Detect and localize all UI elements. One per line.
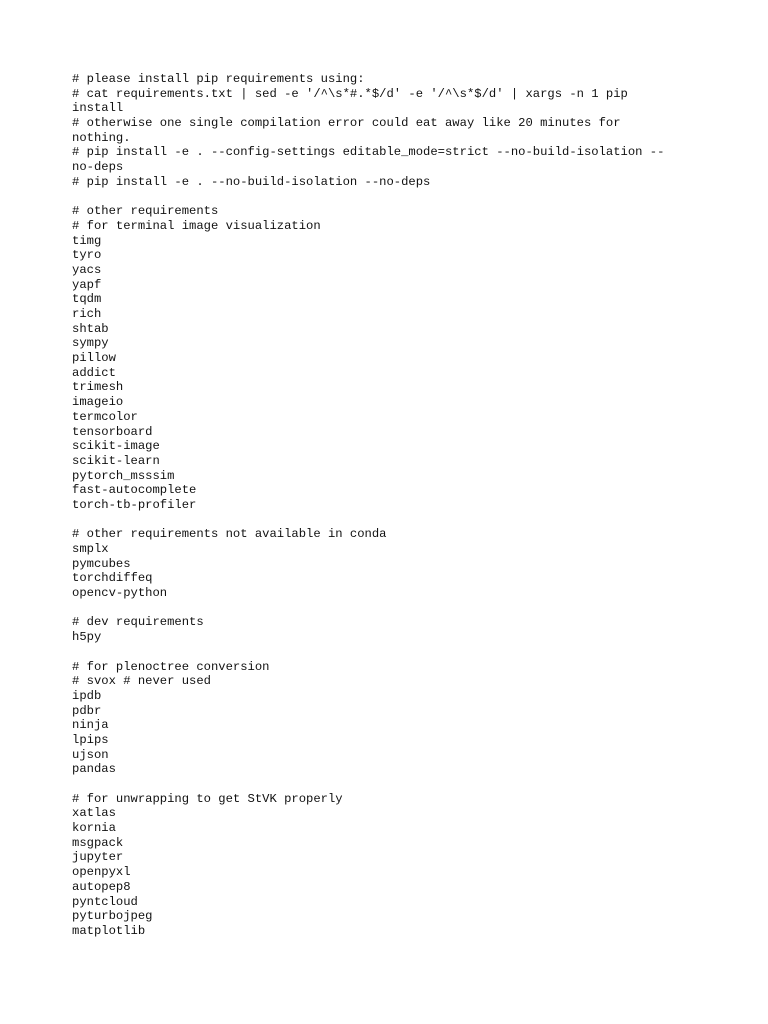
blank-line [72, 190, 692, 205]
package-line: yacs [72, 262, 102, 277]
package-line: openpyxl [72, 865, 131, 880]
package-line: ninja [72, 718, 109, 733]
comment-line: # dev requirements [72, 615, 204, 630]
package-line: nothing. [72, 130, 131, 145]
package-line: matplotlib [72, 923, 146, 938]
package-line: yapf [72, 277, 102, 292]
blank-line [72, 601, 692, 616]
package-line: pytorch_msssim [72, 468, 175, 483]
package-line: torch-tb-profiler [72, 497, 197, 512]
package-line: no-deps [72, 160, 124, 175]
comment-line: # please install pip requirements using: [72, 72, 365, 86]
package-line: imageio [72, 395, 124, 410]
package-line: autopep8 [72, 879, 131, 894]
package-line: timg [72, 233, 102, 248]
package-line: trimesh [72, 380, 124, 395]
blank-line [72, 513, 692, 528]
comment-line: # other requirements [72, 204, 219, 219]
package-line: pdbr [72, 703, 102, 718]
package-line: pandas [72, 762, 116, 777]
package-line: kornia [72, 821, 116, 836]
package-line: torchdiffeq [72, 571, 153, 586]
package-line: tyro [72, 248, 102, 263]
package-line: termcolor [72, 409, 138, 424]
package-line: smplx [72, 542, 109, 556]
comment-line: # pip install -e . --config-settings editable_mode=strict --no-build-isolation -- [72, 145, 665, 160]
package-line: xatlas [72, 806, 116, 821]
package-line: addict [72, 365, 116, 380]
comment-line: # cat requirements.txt | sed -e '/^\s*#.*$/d' -e '/^\s*$/d' | xargs -n 1 pip [72, 86, 628, 101]
package-line: scikit-image [72, 439, 160, 454]
package-line: pyturbojpeg [72, 909, 153, 924]
package-line: tensorboard [72, 424, 153, 439]
package-line: pyntcloud [72, 894, 138, 909]
package-line: jupyter [72, 850, 124, 865]
package-line: lpips [72, 732, 109, 747]
comment-line: # svox # never used [72, 674, 211, 689]
package-line: shtab [72, 321, 109, 336]
package-line: rich [72, 307, 102, 321]
comment-line: # other requirements not available in conda [72, 527, 387, 542]
requirements-document [72, 72, 692, 939]
package-line: tqdm [72, 292, 102, 307]
package-line: fast-autocomplete [72, 483, 197, 498]
comment-line: # otherwise one single compilation error could eat away like 20 minutes for [72, 116, 621, 131]
blank-line [72, 777, 692, 792]
package-line: pillow [72, 351, 116, 366]
package-line: scikit-learn [72, 453, 160, 468]
package-line: sympy [72, 336, 109, 351]
package-line: ujson [72, 747, 109, 762]
package-line: pymcubes [72, 556, 131, 571]
package-line: ipdb [72, 688, 102, 703]
comment-line: # for unwrapping to get StVK properly [72, 791, 343, 806]
package-line: opencv-python [72, 586, 168, 601]
package-line: h5py [72, 630, 102, 645]
comment-line: # for terminal image visualization [72, 218, 321, 233]
package-line: install [72, 101, 124, 116]
comment-line: # for plenoctree conversion [72, 659, 270, 674]
blank-line [72, 645, 692, 660]
comment-line: # pip install -e . --no-build-isolation --no-deps [72, 174, 431, 189]
package-line: msgpack [72, 835, 124, 850]
